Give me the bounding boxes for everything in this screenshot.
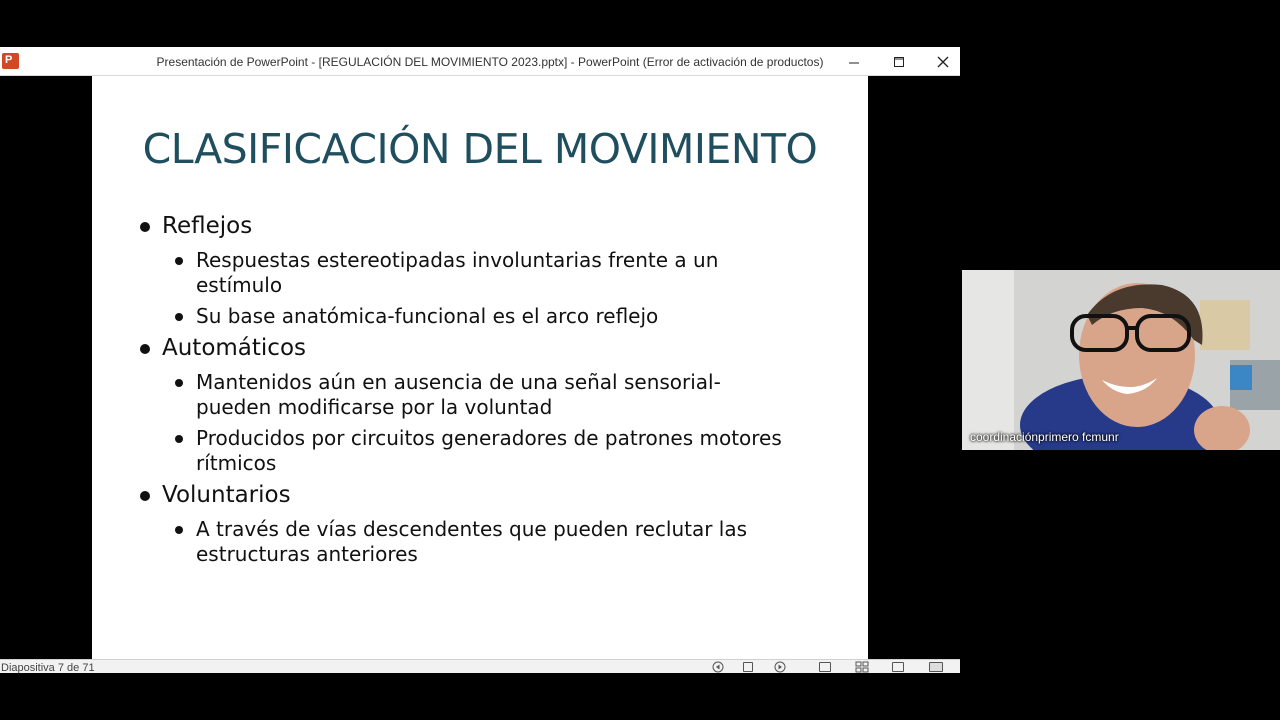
bullet-reflejos — [162, 213, 252, 239]
sub-bullet — [196, 248, 836, 298]
sub-bullet-line: estímulo — [196, 273, 283, 297]
bullet-icon — [140, 344, 150, 354]
bullet-icon — [175, 257, 183, 265]
sub-bullet-line: A través de vías descendentes que pueden reclutar las — [196, 517, 748, 541]
sub-bullet-line: rítmicos — [196, 451, 277, 475]
sub-bullet-line: estructuras anteriores — [196, 542, 418, 566]
bullet-icon — [140, 491, 150, 501]
bullet-icon — [175, 379, 183, 387]
powerpoint-icon[interactable] — [2, 53, 19, 69]
sub-bullet-line: Respuestas estereotipadas involuntarias frente a un — [196, 248, 719, 272]
status-bar — [0, 659, 960, 673]
reading-view-icon[interactable] — [892, 662, 904, 672]
participant-name: coordinaciónprimero fcmunr — [970, 430, 1119, 444]
webcam-feed — [962, 270, 1280, 450]
sub-bullet — [196, 426, 836, 476]
minimize-icon — [848, 56, 860, 68]
sub-bullet — [196, 304, 836, 329]
webcam-video — [962, 270, 1280, 450]
maximize-button[interactable] — [877, 47, 921, 76]
bullet-text: Reflejos — [162, 213, 253, 239]
slide[interactable] — [92, 76, 868, 659]
sub-bullet-line: Producidos por circuitos generadores de patrones motores — [196, 426, 782, 450]
title-bar — [0, 47, 960, 76]
close-icon — [937, 56, 949, 68]
sub-bullet — [196, 517, 836, 567]
bullet-icon — [175, 526, 183, 534]
previous-slide-icon[interactable] — [711, 661, 725, 673]
next-slide-icon[interactable] — [773, 661, 787, 673]
slide-title: CLASIFICACIÓN DEL MOVIMIENTO — [142, 125, 818, 173]
powerpoint-window — [0, 47, 960, 673]
bullet-voluntarios — [162, 482, 291, 508]
sub-bullet — [196, 370, 836, 420]
minimize-button[interactable] — [832, 47, 876, 76]
window-title: Presentación de PowerPoint - [REGULACIÓN DEL MOVIMIENTO 2023.pptx] - PowerPoint (Error de activación de productos) — [156, 55, 824, 69]
sub-bullet-line: Mantenidos aún en ausencia de una señal sensorial- — [196, 370, 721, 394]
bullet-icon — [140, 222, 150, 232]
bullet-icon — [175, 313, 183, 321]
bullet-text: Voluntarios — [162, 482, 291, 508]
slide-sorter-icon[interactable] — [855, 661, 869, 673]
notes-icon[interactable] — [743, 662, 753, 672]
close-button[interactable] — [921, 47, 965, 76]
bullet-text: Automáticos — [162, 335, 307, 361]
bullet-automaticos — [162, 335, 306, 361]
slide-counter: Diapositiva 7 de 71 — [1, 662, 95, 673]
normal-view-icon[interactable] — [819, 662, 831, 672]
sub-bullet-line: pueden modificarse por la voluntad — [196, 395, 553, 419]
sub-bullet-line: Su base anatómica-funcional es el arco reflejo — [196, 304, 659, 328]
maximize-icon — [893, 56, 905, 68]
slide-area — [0, 76, 960, 659]
slideshow-icon[interactable] — [929, 662, 943, 672]
bullet-icon — [175, 435, 183, 443]
app-icon-letter: P — [5, 54, 13, 66]
